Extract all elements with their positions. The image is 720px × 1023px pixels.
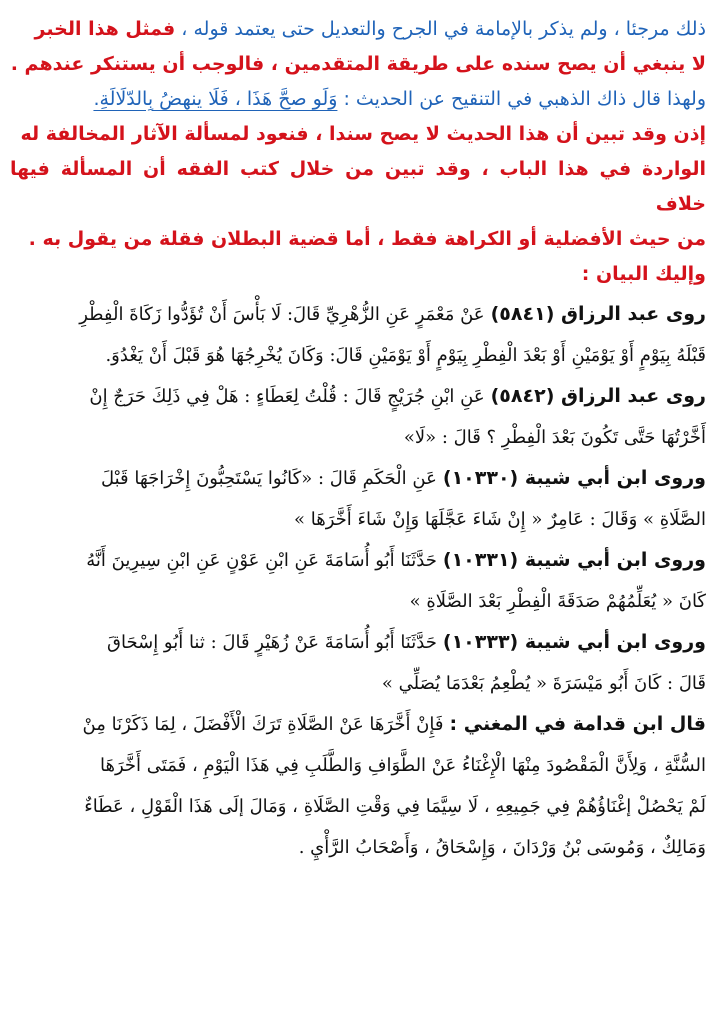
narration-2-line-2 [10, 417, 706, 458]
paragraph-1-line-1 [10, 12, 706, 47]
narration-2-text-1: عَنِ ابْنِ جُرَيْجٍ قَالَ : قُلْتُ لِعَطَاءٍ : هَلْ فِي ذَلِكَ حَرَجٌ إِنْ [89, 386, 485, 407]
narration-3-line-2 [10, 499, 706, 540]
narration-1-text-2: قَبْلَهُ بِيَوْمٍ أَوْ يَوْمَيْنِ أَوْ بَعْدَ الْفِطْرِ بِيَوْمٍ أَوْ يَوْمَيْنِ قَالَ: وَكَانَ يُخْرِجُهَا هُوَ قَبْلَ أَنْ يَغْدُوَ. [105, 345, 706, 366]
paragraph-4-heading: وإليك البيان : [581, 263, 706, 285]
paragraph-3-line-1: إذن وقد تبين أن هذا الحديث لا يصح سندا ، فنعود لمسألة الآثار المخالفة له [20, 123, 706, 145]
dhahabi-quote: وَلَو صحَّ هَذَا ، فَلَا ينهضُ بِالدّلَالَةِ. [93, 88, 338, 110]
ibn-qudama-line-4 [10, 827, 706, 868]
ibn-qudama-line-2 [10, 745, 706, 786]
narration-4-text-2: كَانَ « يُعَلِّمُهُمْ صَدَقَةَ الْفِطْرِ بَعْدَ الصَّلَاةِ » [409, 591, 706, 612]
narration-4-line-2 [10, 581, 706, 622]
narration-4 [10, 540, 706, 622]
ibn-qudama-line-3 [10, 786, 706, 827]
narration-5-source: وروى ابن أبي شيبة (١٠٣٣٣) [442, 631, 706, 653]
narration-1-line-2 [10, 335, 706, 376]
ibn-qudama-source: قال ابن قدامة في المغني : [449, 713, 706, 735]
narration-4-source: وروى ابن أبي شيبة (١٠٣٣١) [442, 549, 706, 571]
paragraph-2 [10, 82, 706, 117]
narration-2-source: روى عبد الرزاق (٥٨٤٢) [490, 385, 706, 407]
narration-3 [10, 458, 706, 540]
ibn-qudama-text-2: السُّنَّةِ ، وَلِأَنَّ الْمَقْصُودَ مِنْهَا الْإِغْنَاءُ عَنْ الطَّوَافِ وَالطَّلَبِ فِي هَذَا الْيَوْمِ ، فَمَتَى أَخَّرَهَا [100, 755, 706, 776]
narration-5-text-2: قَالَ : كَانَ أَبُو مَيْسَرَةَ « يُطْعِمُ بَعْدَمَا يُصَلِّي » [381, 673, 706, 694]
narration-4-text-1: حَدَّثَنَا أَبُو أُسَامَةَ عَنِ ابْنِ عَوْنٍ عَنِ ابْنِ سِيرِينَ أَنَّهُ [86, 550, 437, 571]
narration-5 [10, 622, 706, 704]
narration-1-text-1: عَنْ مَعْمَرٍ عَنِ الزُّهْرِيِّ قَالَ: لَا بَأْسَ أَنْ تُؤَدُّوا زَكَاةَ الْفِطْرِ [79, 304, 485, 325]
narration-2-text-2: أَخَّرْتُهَا حَتَّى تَكُونَ بَعْدَ الْفِطْرِ ؟ قَالَ : «لَا» [403, 427, 706, 448]
narration-2 [10, 376, 706, 458]
narration-5-text-1: حَدَّثَنَا أَبُو أُسَامَةَ عَنْ زُهَيْرٍ قَالَ : ثنا أَبُو إِسْحَاقَ [107, 632, 437, 653]
paragraph-1-red-conclusion: لا ينبغي أن يصح سنده على طريقة المتقدمين ، فالوجب أن يستنكر عندهم . [10, 53, 706, 75]
paragraph-1-line-2 [10, 47, 706, 82]
narration-4-line-1 [10, 540, 706, 581]
ibn-qudama-quote [10, 704, 706, 868]
narration-1 [10, 294, 706, 376]
narration-1-line-1 [10, 294, 706, 335]
narration-2-line-1 [10, 376, 706, 417]
paragraph-1-red-text: فمثل هذا الخبر [34, 18, 176, 40]
narration-5-line-1 [10, 622, 706, 663]
ibn-qudama-text-3: لَمْ يَحْصُلْ إغْنَاؤُهُمْ فِي جَمِيعِهِ ، لَا سِيَّمَا فِي وَقْتِ الصَّلَاةِ ، وَمَالَ إلَى هَذَا الْقَوْلِ ، عَطَاءٌ [84, 796, 706, 817]
ibn-qudama-text-1: فَإِنْ أَخَّرَهَا عَنْ الصَّلَاةِ تَرَكَ الْأَفْضَلَ ، لِمَا ذَكَرْنَا مِنْ [82, 714, 444, 735]
narration-3-text-2: الصَّلَاةِ » وَقَالَ : عَامِرٌ « إِنْ شَاءَ عَجَّلَهَا وَإِنْ شَاءَ أَخَّرَهَا » [293, 509, 706, 530]
ibn-qudama-line-1 [10, 704, 706, 745]
narration-5-line-2 [10, 663, 706, 704]
narration-3-text-1: عَنِ الْحَكَمِ قَالَ : «كَانُوا يَسْتَحِبُّونَ إِخْرَاجَهَا قَبْلَ [100, 468, 437, 489]
paragraph-3-line-2: الواردة في هذا الباب ، وقد تبين من خلال كتب الفقه أن المسألة فيها خلاف [10, 158, 706, 215]
ibn-qudama-text-4: وَمَالِكٌ ، وَمُوسَى بْنُ وَرْدَانَ ، وَإِسْحَاقُ ، وَأَصْحَابُ الرَّأْيِ . [298, 837, 706, 858]
paragraph-3-line-3: من حيث الأفضلية أو الكراهة فقط ، أما قضية البطلان فقلة من يقول به . [28, 228, 706, 250]
dhahabi-intro: ولهذا قال ذاك الذهبي في التنقيح عن الحديث : [343, 88, 706, 110]
narration-3-line-1 [10, 458, 706, 499]
narration-3-source: وروى ابن أبي شيبة (١٠٣٣٠) [442, 467, 706, 489]
paragraph-1-blue-text: ذلك مرجئا ، ولم يذكر بالإمامة في الجرح والتعديل حتى يعتمد قوله ، [181, 18, 706, 40]
narration-1-source: روى عبد الرزاق (٥٨٤١) [490, 303, 706, 325]
